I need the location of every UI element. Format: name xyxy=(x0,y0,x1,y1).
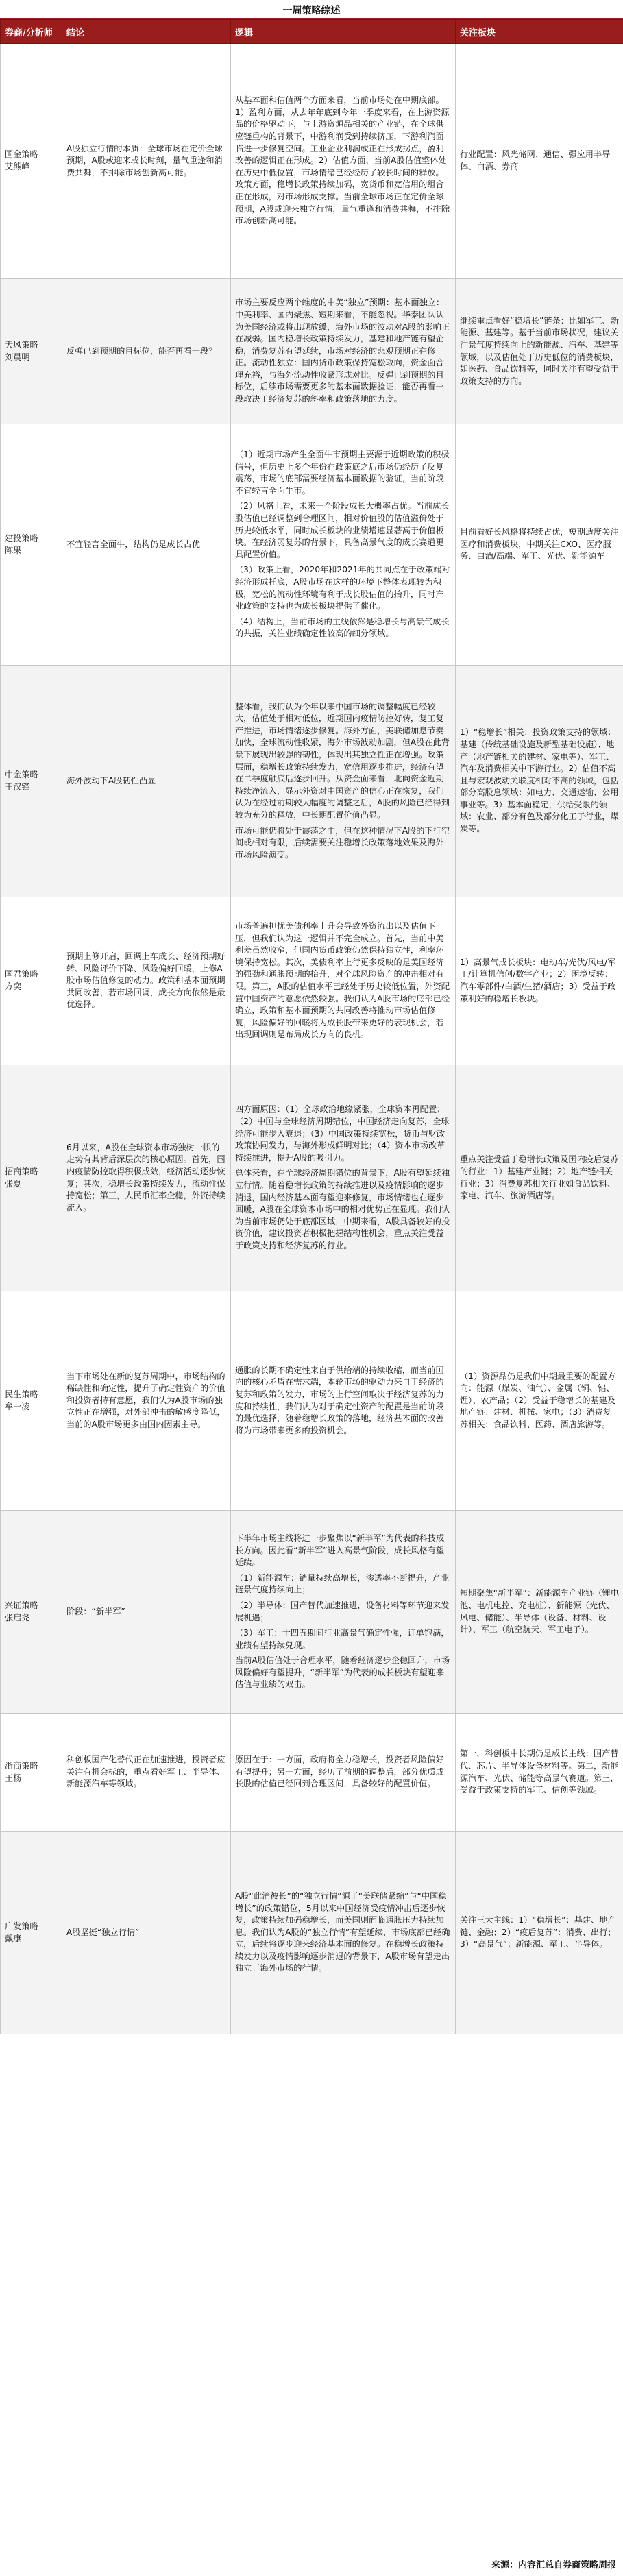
logic-paragraph: 原因在于：一方面，政府将全力稳增长，投资者风险偏好有望提升；另一方面，经历了前期的调整后，部分优质成长股的估值已经回到合理区间，具备较好的配置价值。 xyxy=(235,1755,444,1789)
focus-cell: 继续重点看好“稳增长”链条：比如军工、新能源、基建等。基于当前市场状况，建议关注景气度持续向上的新能源、汽车、基建等领域，以及估值处于历史低位的消费板块，如医药、食品饮料等，同时关注有望受益于政策支持的方向。 xyxy=(456,279,623,424)
conclusion-cell: 反弹已到预期的目标位，能否再看一段？ xyxy=(62,279,231,424)
logic-paragraph: 下半年市场主线将进一步聚焦以“新半军”为代表的科技成长方向。因此看“新半军”进入高景气阶段，成长风格有望延续。 xyxy=(235,1533,445,1568)
strategy-table xyxy=(0,19,623,2034)
table-row xyxy=(1,1832,623,2034)
logic-paragraph: 当前A股估值处于合理水平，随着经济逐步企稳回升，市场风险偏好有望提升，“新半军”为代表的成长板块有望迎来估值与业绩的双击。 xyxy=(235,1655,450,1690)
focus-cell: 1）“稳增长”相关：投资政策支持的领域：基建（传统基础设施及新型基础设施）、地产（地产链相关的建材、家电等）、军工、汽车及消费相关中下游行业。2）估值不高且与宏观波动关联度相对不高的领域，包括部分高股息领域：如电力、交通运输、公用事业等。3）基本面稳定，供给受限的领域：农业、部分有色及部分化工子行业，煤炭等。 xyxy=(456,666,623,897)
conclusion-cell: 海外波动下A股韧性凸显 xyxy=(62,666,231,897)
conclusion-cell: A股坚挺“独立行情” xyxy=(62,1832,231,2034)
logic-paragraph: 通胀的长期不确定性来自于供给端的持续收缩，而当前国内的核心矛盾在需求端，本轮市场的驱动力来自于经济的复苏和政策的发力，市场的上行空间取决于经济复苏的力度和持续性，我们认为对于确定性资产的配置是当前阶段的最优选择，随着稳增长政策的落地，经济基本面的改善将为市场带来更多的投资机会。 xyxy=(235,1365,444,1435)
table-body xyxy=(1,44,623,2034)
analyst-cell: 国君策略 方奕 xyxy=(1,897,62,1065)
table-row xyxy=(1,1511,623,1714)
logic-paragraph: （3）政策上看，2020年和2021年的共同点在于政策端对经济形成托底，A股市场在这样的环境下整体表现较为积极，宽松的流动性环境有利于成长股估值的抬升，同时产业政策的支持也为成长板块提供了催化。 xyxy=(235,565,450,611)
table-row xyxy=(1,1065,623,1291)
logic-paragraph: （2）风格上看，未来一个阶段成长大概率占优。当前成长股估值已经调整到合理区间，相对价值股的估值溢价处于历史较低水平，同时成长板块的业绩增速显著高于价值板块。在经济弱复苏的背景下，具备高景气度的成长赛道更具配置价值。 xyxy=(235,501,450,559)
analyst-cell: 民生策略 牟一凌 xyxy=(1,1291,62,1511)
logic-cell xyxy=(231,1714,456,1832)
table-row xyxy=(1,279,623,424)
col-header-focus: 关注板块 xyxy=(456,20,623,44)
focus-cell: 关注三大主线：1）“稳增长”：基建、地产链、金融；2）“疫后复苏”：消费、出行；3）“高景气”：新能源、军工、半导体。 xyxy=(456,1832,623,2034)
logic-paragraph: 总体来看，在全球经济周期错位的背景下，A股有望延续独立行情。随着稳增长政策的持续推进以及疫情影响的逐步消退，国内经济基本面有望迎来修复，市场情绪也在逐步回暖，A股在全球资本市场中的相对优势正在显现。我们认为当前市场仍处于底部区域，中期来看，A股具备较好的投资价值，建议投资者积极把握结构性机会，重点关注受益于政策支持和经济复苏的行业。 xyxy=(235,1168,450,1250)
analyst-cell: 国金策略 艾熊峰 xyxy=(1,44,62,279)
logic-cell xyxy=(231,1065,456,1291)
logic-paragraph: 市场可能仍将处于震荡之中，但在这种情况下A股的下行空间或相对有限，后续需要关注稳增长政策落地效果及海外市场风险演变。 xyxy=(235,825,450,860)
page-title: 一周策略综述 xyxy=(282,5,341,16)
table-row xyxy=(1,666,623,897)
source-footer: 来源：内容汇总自券商策略周报 xyxy=(491,2560,616,2571)
logic-cell xyxy=(231,1511,456,1714)
analyst-cell: 浙商策略 王杨 xyxy=(1,1714,62,1832)
conclusion-cell: A股独立行情的本质：全球市场在定价全球预期，A股或迎来或长时刻，量气重逢和消费共舞，不排除市场创新高可能。 xyxy=(62,44,231,279)
logic-paragraph: 从基本面和估值两个方面来看，当前市场处在中期底部。1）盈利方面，从去年年底到今年一季度来看，在上游资源品的价格驱动下，与上游资源品相关的产业链，在全球供应链重构的背景下，中游利润受到持续挤压，下游利润面临进一步修复空间。工业企业利润或正在形成拐点，盈利改善的逻辑正在形成。2）估值方面，当前A股估值整体处在历史中低位置，市场情绪已经经历了较长时间的释放。政策方面，稳增长政策持续加码，宽货币和宽信用的组合正在形成，对市场形成支撑。当前全球市场正在定价全球预期，A股或迎来独立行情，量气重逢和消费共舞，不排除市场创新高可能。 xyxy=(235,95,450,226)
logic-paragraph: A股“此消彼长”的“独立行情”源于“美联储紧缩”与“中国稳增长”的政策错位，5月以来中国经济受疫情冲击后逐步恢复，政策持续加码稳增长，而美国则面临通胀压力持续加息。我们认为A股的“独立行情”有望延续，市场底部已经确立，后续将逐步迎来经济基本面的修复。在稳增长政策持续发力以及疫情影响逐步消退的背景下，A股市场有望走出独立于海外市场的行情。 xyxy=(235,1891,450,1973)
logic-paragraph: （4）结构上，当前市场的主线依然是稳增长与高景气成长的共振，关注业绩确定性较高的细分领域。 xyxy=(235,616,450,639)
conclusion-cell: 当下市场处在新的复苏周期中，市场结构的稀缺性和确定性，提升了确定性资产的价值和投资者持有意愿，我们认为A股市场的独立性正在增强，对外部冲击的敏感度降低，当前的A股市场更多由国内因素主导。 xyxy=(62,1291,231,1511)
title-bar xyxy=(0,0,623,19)
logic-cell xyxy=(231,424,456,666)
logic-paragraph: 四方面原因：（1）全球政治地缘紧张，全球资本再配置；（2）中国与全球经济周期错位，中国经济走向复苏，全球经济可能步入衰退；（3）中国政策持续宽松，货币与财政政策协同发力，与海外形成鲜明对比；（4）资本市场改革持续推进，提升A股的吸引力。 xyxy=(235,1104,450,1163)
logic-cell xyxy=(231,44,456,279)
analyst-cell: 中金策略 王汉锋 xyxy=(1,666,62,897)
conclusion-cell: 阶段：“新半军” xyxy=(62,1511,231,1714)
logic-paragraph: （3）军工：十四五期间行业高景气确定性强，订单饱满，业绩有望持续兑现。 xyxy=(235,1628,450,1650)
analyst-cell: 天风策略 刘晨明 xyxy=(1,279,62,424)
focus-cell: 目前看好长风格将持续占优，短期适度关注医疗和消费板块，中期关注CXO、医疗服务、白酒/高端、军工、光伏、新能源车 xyxy=(456,424,623,666)
logic-paragraph: 市场普遍担忧美债利率上升会导致外资流出以及估值下压，但我们认为这一逻辑并不完全成立。首先，当前中美利差虽然收窄，但国内货币政策仍然保持独立性，利率环境保持宽松。其次，美债利率上行更多反映的是美国经济的强劲和通胀预期的抬升，对全球风险资产的冲击相对有限。第三，A股的估值水平已经处于历史较低位置，外资配置中国资产的意愿依然较强。我们认为A股市场的底部已经确立，政策和基本面预期的共同改善将推动市场估值修复，风险偏好的回暖将为成长股带来更好的表现机会，若出现回调则是布局成长方向的良机。 xyxy=(235,921,450,1040)
table-row xyxy=(1,44,623,279)
conclusion-cell: 6月以来，A股在全球资本市场独树一帜的走势有其背后深层次的核心原因。首先，国内疫情防控取得积极成效，经济活动逐步恢复；其次，稳增长政策持续发力，流动性保持宽松；第三，人民币汇率企稳，外资持续流入。 xyxy=(62,1065,231,1291)
focus-cell: 重点关注受益于稳增长政策及国内疫后复苏的行业：1）基建产业链；2）地产链相关行业；3）消费复苏相关行业如食品饮料、家电、汽车、旅游酒店等。 xyxy=(456,1065,623,1291)
analyst-cell: 招商策略 张夏 xyxy=(1,1065,62,1291)
logic-paragraph: （1）近期市场产生全面牛市预期主要源于近期政策的积极信号，但历史上多个年份在政策底之后市场仍经历了反复震荡，市场的底部需要经济基本面数据的验证，当前阶段不宜轻言全面牛市。 xyxy=(235,450,450,496)
table-row xyxy=(1,1291,623,1511)
logic-cell xyxy=(231,1832,456,2034)
focus-cell: 短期聚焦“新半军”：新能源车产业链（锂电池、电机电控、充电桩）、新能源（光伏、风电、储能）、半导体（设备、材料、设计）、军工（航空航天、军工电子）。 xyxy=(456,1511,623,1714)
logic-paragraph: 整体看，我们认为今年以来中国市场的调整幅度已经较大，估值处于相对低位，近期国内疫情防控好转，复工复产推进，市场情绪逐步修复。海外方面，美联储加息节奏加快，全球流动性收紧，海外市场波动加剧，但A股在此背景下展现出较强的韧性，体现出其独立性正在增强。政策层面，稳增长政策持续发力，宽信用逐步推进，经济有望在二季度触底后逐步回升。从资金面来看，北向资金近期持续净流入，显示外资对中国资产的信心正在恢复，我们认为在经过前期较大幅度的调整之后，A股的风险已经得到较为充分的释放，中长期配置价值凸显。 xyxy=(235,701,450,820)
col-header-logic: 逻辑 xyxy=(231,20,456,44)
table-row xyxy=(1,424,623,666)
logic-cell xyxy=(231,897,456,1065)
focus-cell: 第一，科创板中长期仍是成长主线：国产替代、芯片、半导体设备材料等。第二，新能源汽车、光伏、储能等高景气赛道。第三，受益于政策支持的军工、信创等领域。 xyxy=(456,1714,623,1832)
logic-cell xyxy=(231,666,456,897)
col-header-analyst: 券商/分析师 xyxy=(1,20,62,44)
focus-cell: 1）高景气成长板块：电动车/光伏/风电/军工/计算机信创/数字产业；2）困境反转：汽车零部件/白酒/生猪/酒店；3）受益于政策利好的稳增长板块。 xyxy=(456,897,623,1065)
logic-paragraph: 市场主要反应两个维度的中美“独立”预期：基本面独立：中美利率、国内聚焦、短期来看，不能忽视。华泰团队认为美国经济或将出现放缓，海外市场的波动对A股的影响正在减弱。国内稳增长政策持续发力，基建和地产链有望企稳，消费复苏有望延续，市场对经济的悲观预期正在修正。流动性独立：国内货币政策保持宽松取向，资金面合理充裕，与海外流动性收紧形成对比。反弹已到预期的目标位，后续市场需要更多的基本面数据验证，能否再看一段取决于经济复苏的斜率和政策落地的力度。 xyxy=(235,297,450,404)
focus-cell: 行业配置：风光储网、通信、强应用半导体、白酒、券商 xyxy=(456,44,623,279)
col-header-conclusion: 结论 xyxy=(62,20,231,44)
focus-cell: （1）资源品仍是我们中期最重要的配置方向：能源（煤炭、油气）、金属（铜、铝、锂）、农产品；（2）受益于稳增长的基建及地产链：建材、机械、家电；（3）消费复苏相关：食品饮料、医药、酒店旅游等。 xyxy=(456,1291,623,1511)
table-header-row xyxy=(1,20,623,44)
conclusion-cell: 科创板国产化替代正在加速推进，投资者应关注有机会标的，重点看好军工、半导体、新能源汽车等领域。 xyxy=(62,1714,231,1832)
analyst-cell: 兴证策略 张启尧 xyxy=(1,1511,62,1714)
analyst-cell: 建投策略 陈果 xyxy=(1,424,62,666)
analyst-cell: 广发策略 戴康 xyxy=(1,1832,62,2034)
logic-cell xyxy=(231,279,456,424)
logic-cell xyxy=(231,1291,456,1511)
logic-paragraph: （2）半导体：国产替代加速推进，设备材料等环节迎来发展机遇； xyxy=(235,1600,450,1623)
conclusion-cell: 不宜轻言全面牛，结构仍是成长占优 xyxy=(62,424,231,666)
conclusion-cell: 预期上修开启，回调上车成长、经济预期好转、风险评价下降、风险偏好回暖，上修A股市场估值修复的动力。政策和基本面预期共同改善，若市场回调，成长方向依然是最优选择。 xyxy=(62,897,231,1065)
logic-paragraph: （1）新能源车：销量持续高增长，渗透率不断提升，产业链景气度持续向上； xyxy=(235,1572,450,1595)
table-row xyxy=(1,1714,623,1832)
table-row xyxy=(1,897,623,1065)
